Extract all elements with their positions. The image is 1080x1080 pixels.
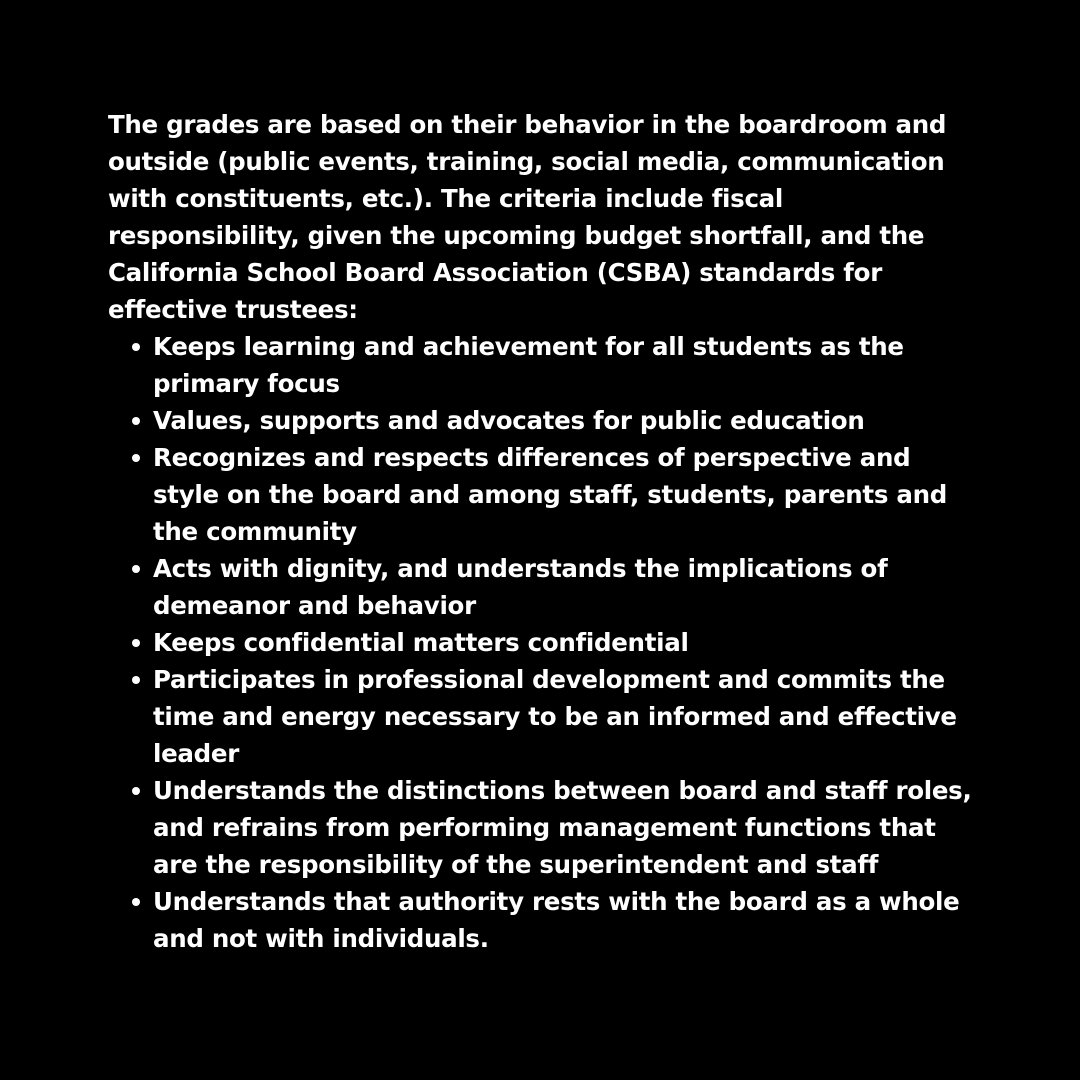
list-item	[108, 772, 980, 883]
list-item-text: Acts with dignity, and understands the implications of demeanor and behavior	[153, 554, 888, 620]
list-item-text: Values, supports and advocates for public education	[153, 406, 865, 435]
list-item	[108, 328, 980, 402]
list-item-text: Keeps confidential matters confidential	[153, 628, 689, 657]
bullet-icon	[132, 676, 140, 684]
bullet-icon	[132, 343, 140, 351]
list-item	[108, 402, 980, 439]
bullet-icon	[132, 565, 140, 573]
intro-paragraph: The grades are based on their behavior in the boardroom and outside (public events, training, social media, communication with constituents, etc.). The criteria include fiscal responsibility, given the upcoming budget shortfall, and the California School Board Association (CSBA) standards for effective trustees:	[108, 110, 947, 324]
bullet-icon	[132, 417, 140, 425]
list-item-text: Understands that authority rests with the board as a whole and not with individuals.	[153, 887, 960, 953]
document-body	[108, 106, 980, 957]
list-item	[108, 661, 980, 772]
list-item	[108, 439, 980, 550]
list-item	[108, 883, 980, 957]
bullet-icon	[132, 454, 140, 462]
list-item-text: Understands the distinctions between board and staff roles, and refrains from performing management functions that are the responsibility of the superintendent and staff	[153, 776, 972, 879]
list-item-text: Recognizes and respects differences of perspective and style on the board and among staff, students, parents and the community	[153, 443, 947, 546]
list-item	[108, 550, 980, 624]
bullet-icon	[132, 898, 140, 906]
list-item-text: Participates in professional development and commits the time and energy necessary to be an informed and effective leader	[153, 665, 957, 768]
bullet-icon	[132, 639, 140, 647]
bullet-icon	[132, 787, 140, 795]
criteria-list	[108, 328, 980, 957]
list-item-text: Keeps learning and achievement for all students as the primary focus	[153, 332, 904, 398]
list-item	[108, 624, 980, 661]
